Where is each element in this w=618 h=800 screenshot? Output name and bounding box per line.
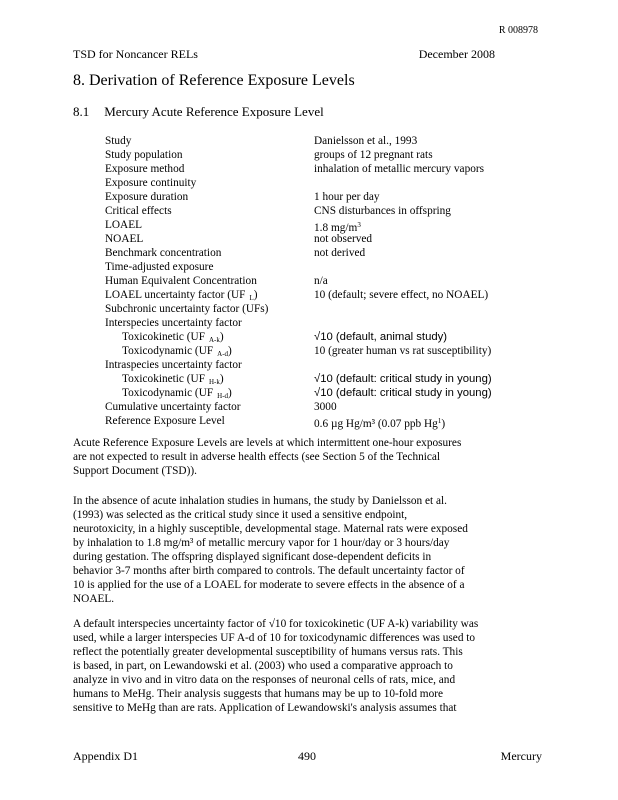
parameter-label — [105, 162, 184, 176]
parameter-label — [105, 204, 172, 218]
footer-left: Appendix D1 — [73, 749, 138, 763]
parameter-row — [105, 204, 545, 218]
paragraph-line: Acute Reference Exposure Levels are levels at which intermittent one-hour exposures — [73, 437, 462, 449]
parameter-row — [105, 260, 545, 274]
parameter-value-text: CNS disturbances in offspring — [314, 205, 451, 217]
parameter-label — [105, 232, 143, 246]
page-number: 490 — [298, 749, 316, 763]
footer-right: Mercury — [500, 749, 542, 763]
parameter-value-text: 3000 — [314, 401, 337, 413]
parameter-label-text: Toxicodynamic (UF — [122, 387, 214, 399]
parameter-label — [105, 260, 213, 274]
parameter-row — [105, 414, 545, 428]
parameter-label-text: NOAEL — [105, 233, 144, 245]
paragraph-line: A default interspecies uncertainty factor of √10 for toxicokinetic (UF A-k) variability was — [73, 618, 479, 630]
paragraph-line: is based, in part, on Lewandowski et al. (2003) who used a comparative approach to — [73, 660, 453, 672]
paragraph-line: behavior 3-7 months after birth compared to controls. The default uncertainty factor of — [73, 565, 465, 577]
parameter-value — [314, 414, 445, 431]
parameter-label-text: Study population — [105, 149, 183, 161]
parameter-label-text: Intraspecies uncertainty factor — [105, 359, 242, 371]
parameter-label-subscript: A-k — [208, 336, 220, 344]
parameter-value — [314, 148, 433, 162]
parameter-value — [314, 190, 380, 204]
parameter-value-text: n/a — [314, 275, 328, 287]
parameter-label-text: Interspecies uncertainty factor — [105, 317, 242, 329]
parameter-label — [105, 218, 142, 232]
paragraph-line: Support Document (TSD)). — [73, 465, 197, 477]
parameter-label — [105, 358, 242, 372]
parameter-label-subscript: L — [249, 294, 254, 302]
parameter-row — [105, 176, 545, 190]
parameter-label-subscript: H-d — [217, 392, 229, 400]
parameter-row — [105, 190, 545, 204]
paragraph-line: In the absence of acute inhalation studies in humans, the study by Danielsson et al. — [73, 495, 447, 507]
parameter-label-text: Study — [105, 135, 132, 147]
parameter-label-close: ) — [228, 345, 232, 357]
parameter-value-text: groups of 12 pregnant rats — [314, 149, 433, 161]
parameter-row — [105, 372, 545, 386]
parameter-value — [314, 386, 492, 400]
parameter-value — [314, 204, 451, 218]
parameter-value-text: √10 (default: critical study in young) — [314, 387, 492, 399]
subsection-number: 8.1 — [73, 104, 90, 119]
parameter-value-text: 10 (default; severe effect, no NOAEL) — [314, 289, 489, 301]
paragraph-line: humans to MeHg. Their analysis suggests that humans may be up to 10-fold more — [73, 688, 444, 700]
paragraph-line: analyze in vivo and in vitro data on the responses of neuronal cells of rats, mice, and — [73, 674, 456, 686]
parameter-row — [105, 302, 545, 316]
paragraph-line: by inhalation to 1.8 mg/m³ of metallic mercury vapor for 1 hour/day or 3 hours/day — [73, 537, 450, 549]
parameter-row — [105, 288, 545, 302]
parameter-row — [105, 386, 545, 400]
paragraph-line: NOAEL. — [73, 593, 115, 605]
paragraph-uncertainty — [73, 617, 533, 715]
parameter-row — [105, 218, 545, 232]
parameter-value-text: 1.8 mg/m — [314, 222, 358, 234]
parameter-label-text: Human Equivalent Concentration — [105, 275, 257, 287]
parameter-table — [105, 134, 545, 428]
parameter-label-text: LOAEL — [105, 219, 143, 231]
parameter-value — [314, 288, 488, 302]
parameter-row — [105, 400, 545, 414]
header-right: December 2008 — [418, 47, 495, 61]
paragraph-line: neurotoxicity, in a highly susceptible, developmental stage. Maternal rats were exposed — [73, 523, 468, 535]
parameter-row — [105, 330, 545, 344]
parameter-value-text: √10 (default, animal study) — [314, 331, 448, 343]
parameter-value-text: 0.6 µg Hg/m³ (0.07 ppb Hg — [314, 418, 438, 430]
parameter-label-close: ) — [219, 331, 224, 343]
parameter-value-text: not derived — [314, 247, 366, 259]
parameter-label-text: Exposure duration — [105, 191, 189, 203]
paragraph-line: 10 is applied for the use of a LOAEL for moderate to severe effects in the absence of a — [73, 579, 465, 591]
paragraph-line: are not expected to result in adverse health effects (see Section 5 of the Technical — [73, 451, 441, 463]
parameter-label-text: Critical effects — [105, 205, 172, 217]
parameter-value-text: 1 hour per day — [314, 191, 380, 203]
parameter-row — [105, 162, 545, 176]
parameter-label-text: Toxicokinetic (UF — [122, 373, 205, 385]
parameter-value-superscript: 3 — [357, 221, 361, 229]
parameter-row — [105, 148, 545, 162]
parameter-label-text: Exposure method — [105, 163, 185, 175]
parameter-value — [314, 274, 328, 288]
parameter-label — [105, 302, 268, 316]
parameter-label — [105, 176, 196, 190]
parameter-value-text: Danielsson et al., 1993 — [314, 135, 418, 147]
parameter-label-text: Exposure continuity — [105, 177, 197, 189]
parameter-label — [105, 274, 257, 288]
document-id: R 008978 — [498, 25, 538, 36]
parameter-value — [314, 400, 337, 414]
parameter-row — [105, 246, 545, 260]
header-left: TSD for Noncancer RELs — [73, 47, 198, 61]
subsection-heading — [73, 104, 324, 120]
parameter-value-superscript: 1 — [437, 417, 442, 425]
parameter-label — [105, 414, 225, 428]
parameter-label-text: Time-adjusted exposure — [105, 261, 214, 273]
parameter-label — [105, 316, 242, 330]
parameter-label-subscript: H-k — [208, 378, 220, 386]
paragraph-line: during gestation. The offspring displayed significant dose-dependent deficits in — [73, 551, 432, 563]
parameter-label-text: Subchronic uncertainty factor (UFs) — [105, 303, 269, 315]
parameter-label — [105, 190, 188, 204]
parameter-row — [105, 232, 545, 246]
parameter-value — [314, 372, 492, 386]
parameter-label-close: ) — [219, 373, 224, 385]
parameter-label — [105, 246, 221, 260]
parameter-label-text: LOAEL uncertainty factor (UF — [105, 289, 246, 301]
parameter-value — [314, 344, 491, 358]
section-title: 8. Derivation of Reference Exposure Levels — [73, 72, 355, 89]
parameter-label-close: ) — [253, 289, 258, 301]
parameter-value — [314, 330, 447, 344]
subsection-title: Mercury Acute Reference Exposure Level — [104, 104, 324, 119]
parameter-label — [105, 400, 241, 414]
parameter-value — [314, 162, 484, 176]
parameter-row — [105, 134, 545, 148]
paragraph-line: (1993) was selected as the critical study since it used a sensitive endpoint, — [73, 509, 408, 521]
parameter-value — [314, 232, 372, 246]
parameter-label-text: Cumulative uncertainty factor — [105, 401, 241, 413]
parameter-label-text: Reference Exposure Level — [105, 415, 225, 427]
parameter-value-text: 10 (greater human vs rat susceptibility) — [314, 345, 492, 357]
paragraph-acute-rel — [73, 436, 533, 478]
parameter-value-close: ) — [441, 418, 446, 430]
parameter-label-subscript: A-d — [217, 350, 229, 358]
paragraph-critical-study — [73, 494, 533, 606]
parameter-value — [314, 246, 365, 260]
parameter-value — [314, 134, 417, 148]
paragraph-line: used, while a larger interspecies UF A-d of 10 for toxicodynamic differences was used to — [73, 632, 476, 644]
parameter-label-text: Toxicodynamic (UF — [122, 345, 214, 357]
parameter-row — [105, 344, 545, 358]
parameter-label-close: ) — [228, 387, 232, 399]
paragraph-line: reflect the potentially greater developmental susceptibility of humans versus rats. This — [73, 646, 463, 658]
paragraph-line: sensitive to MeHg than are rats. Application of Lewandowski's analysis assumes that — [73, 702, 457, 714]
parameter-value-text: √10 (default: critical study in young) — [314, 373, 492, 385]
parameter-label — [105, 148, 183, 162]
parameter-label-text: Benchmark concentration — [105, 247, 222, 259]
parameter-row — [105, 358, 545, 372]
parameter-row — [105, 274, 545, 288]
parameter-row — [105, 316, 545, 330]
parameter-label-text: Toxicokinetic (UF — [122, 331, 205, 343]
parameter-label — [105, 134, 131, 148]
parameter-value-text: not observed — [314, 233, 373, 245]
parameter-value-text: inhalation of metallic mercury vapors — [314, 163, 485, 175]
